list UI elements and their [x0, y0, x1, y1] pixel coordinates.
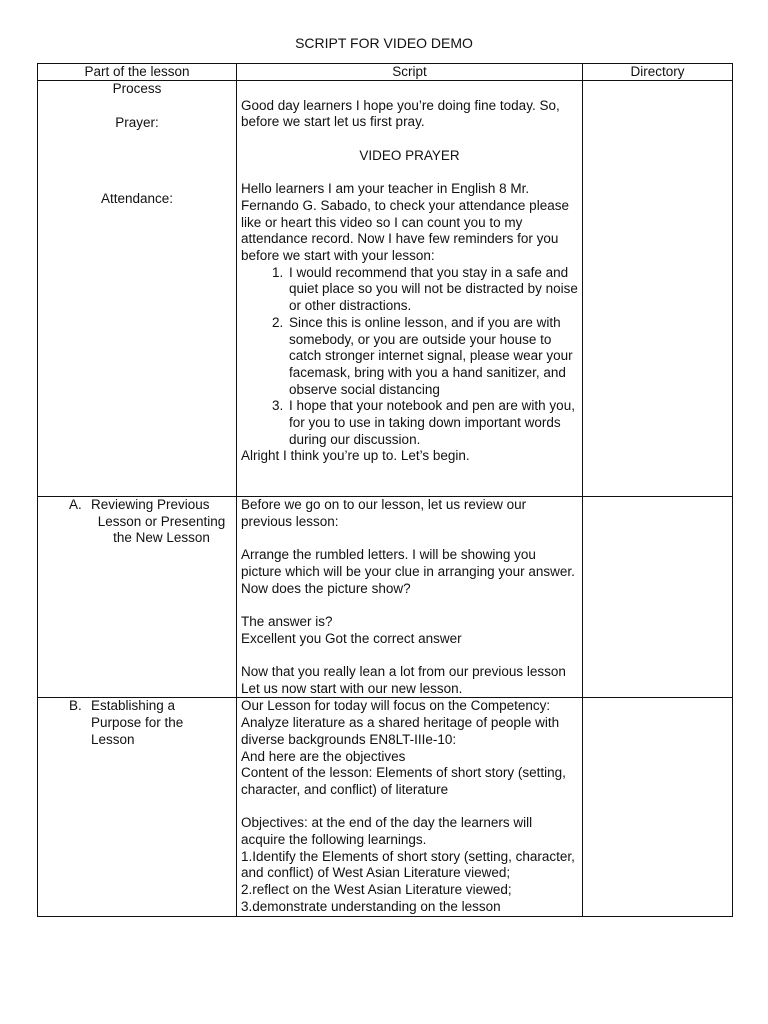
directory-cell-b — [583, 698, 733, 916]
list-item: 3. I hope that your notebook and pen are with you, for you to use in taking down important words during our discussion. — [287, 398, 578, 448]
section-b-p7: 2.reflect on the West Asian Literature viewed; — [241, 882, 512, 898]
script-cell-intro — [237, 81, 583, 497]
section-a-p7: Let us now start with our new lesson. — [241, 680, 463, 696]
header-directory: Directory — [583, 64, 733, 81]
part-cell-intro — [38, 81, 237, 497]
section-a-p3: Now does the picture show? — [241, 580, 411, 596]
directory-cell-intro — [583, 81, 733, 497]
section-a-p4: The answer is? — [241, 613, 333, 629]
list-item: 2. Since this is online lesson, and if you are with somebody, or you are outside your house to catch stronger internet signal, please wear your facemask, bring with you a hand sanitizer, and observe social distancing — [287, 315, 578, 399]
script-table — [37, 63, 733, 917]
header-part: Part of the lesson — [38, 64, 237, 81]
section-a-p5: Excellent you Got the correct answer — [241, 630, 462, 646]
section-b-p8: 3.demonstrate understanding on the lesson — [241, 898, 501, 914]
closing-text: Alright I think you’re up to. Let’s begin. — [241, 448, 470, 464]
section-a-p6: Now that you really lean a lot from our previous lesson — [241, 663, 566, 679]
section-a-title-rest: Lesson or Presenting the New Lesson — [97, 513, 226, 546]
section-a-p1: Before we go on to our lesson, let us review our previous lesson: — [241, 497, 527, 529]
section-b-title: Establishing a Purpose for the Lesson — [91, 698, 184, 747]
section-b-p5: Objectives: at the end of the day the learners will acquire the following learnings. — [241, 815, 533, 847]
directory-cell-a — [583, 497, 733, 698]
table-row-b — [38, 698, 733, 916]
section-b-p3: And here are the objectives — [241, 748, 406, 764]
video-prayer-text: VIDEO PRAYER — [359, 147, 460, 163]
part-cell-a — [38, 497, 237, 698]
section-b-p2: Analyze literature as a shared heritage of people with diverse backgrounds EN8LT-IIIe-10: — [241, 715, 560, 747]
list-item: 1. I would recommend that you stay in a safe and quiet place so you will not be distracted by noise or other distractions. — [287, 265, 578, 315]
part-cell-b — [38, 698, 237, 916]
table-row-intro — [38, 81, 733, 497]
part-attendance: Attendance: — [100, 191, 174, 206]
part-process: Process — [112, 81, 162, 96]
script-cell-a — [237, 497, 583, 698]
section-b-p4: Content of the lesson: Elements of short story (setting, character, and conflict) of literature — [241, 765, 566, 797]
section-b-p6: 1.Identify the Elements of short story (setting, character, and conflict) of West Asian Literature viewed; — [241, 848, 575, 881]
section-b-letter: B. — [69, 698, 82, 714]
section-a-letter: A. — [69, 497, 82, 512]
table-row-a — [38, 497, 733, 698]
section-b-p1: Our Lesson for today will focus on the Competency: — [241, 698, 551, 714]
table-header-row — [38, 64, 733, 81]
part-prayer: Prayer: — [115, 115, 159, 130]
attendance-text: Hello learners I am your teacher in English 8 Mr. Fernando G. Sabado, to check your attendance please like or heart this video so I can count you to my attendance record. Now I have few reminders for you before we start with your lesson: — [241, 181, 569, 263]
script-cell-b — [237, 698, 583, 916]
reminder-list — [241, 265, 578, 449]
header-script: Script — [237, 64, 583, 81]
document-title: SCRIPT FOR VIDEO DEMO — [295, 35, 473, 51]
greeting-text: Good day learners I hope you’re doing fine today. So, before we start let us first pray. — [241, 97, 560, 130]
section-a-title-line1: Reviewing Previous — [91, 497, 210, 512]
section-a-p2: Arrange the rumbled letters. I will be showing you picture which will be your clue in arranging your answer. — [241, 547, 575, 579]
